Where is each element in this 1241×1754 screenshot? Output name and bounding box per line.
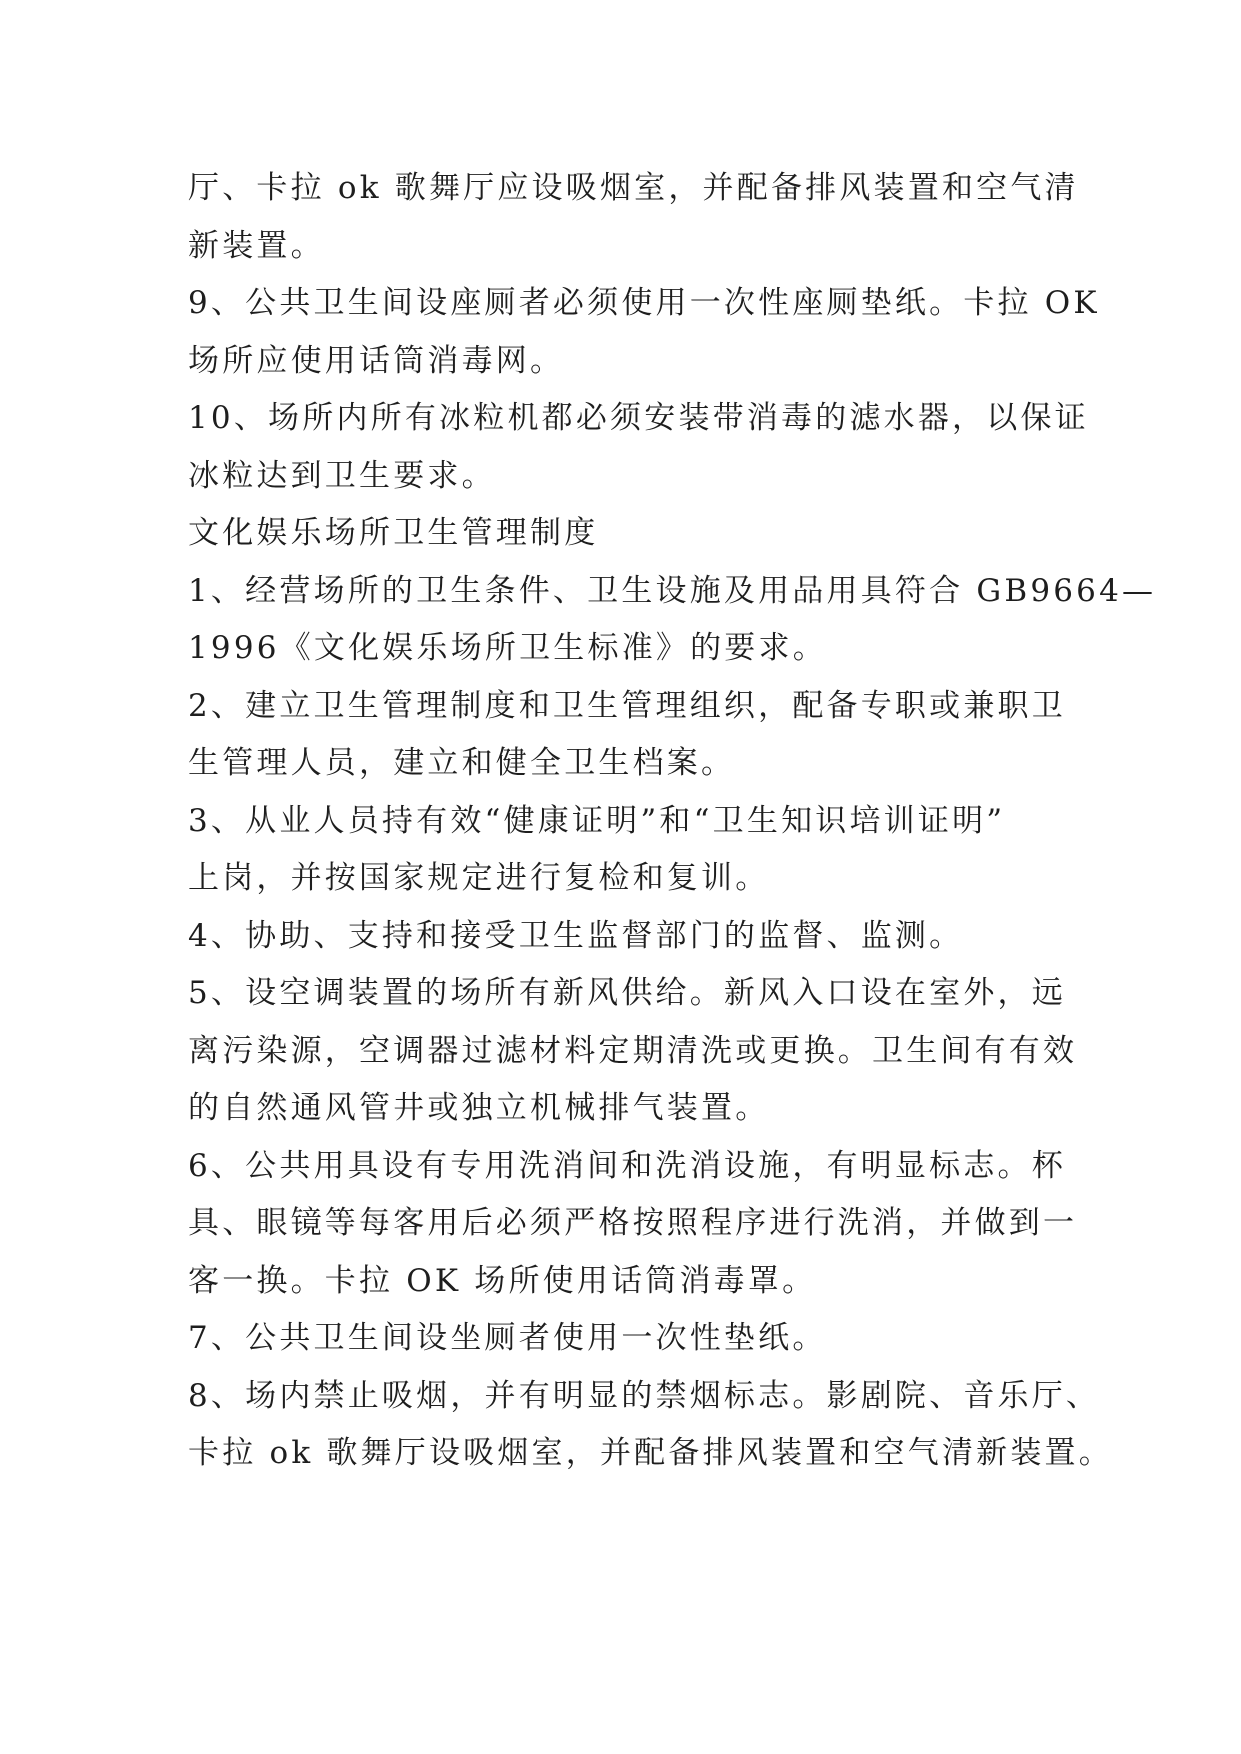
text-line: 5、设空调装置的场所有新风供给。新风入口设在室外，远 [188, 975, 1066, 1011]
text-line: 1、经营场所的卫生条件、卫生设施及用品用具符合 GB9664— [188, 572, 1157, 609]
text-line: 8、场内禁止吸烟，并有明显的禁烟标志。影剧院、音乐厅、 [188, 1377, 1101, 1414]
text-line: 7、公共卫生间设坐厕者使用一次性垫纸。 [188, 1320, 827, 1356]
text-line: 新装置。 [188, 227, 325, 264]
document-body [188, 160, 1157, 1483]
text-line: 的自然通风管井或独立机械排气装置。 [188, 1090, 770, 1126]
text-line: 场所应使用话筒消毒网。 [188, 342, 565, 379]
text-line: 生管理人员，建立和健全卫生档案。 [188, 745, 736, 781]
text-line: 具、眼镜等每客用后必须严格按照程序进行洗消，并做到一 [188, 1205, 1078, 1241]
text-line: 厅、卡拉 ok 歌舞厅应设吸烟室，并配备排风装置和空气清 [188, 170, 1079, 206]
text-line: 4、协助、支持和接受卫生监督部门的监督、监测。 [188, 917, 964, 954]
section-heading: 文化娱乐场所卫生管理制度 [188, 515, 599, 551]
text-line: 3、从业人员持有效“健康证明”和“卫生知识培训证明” [188, 802, 1006, 839]
text-line: 2、建立卫生管理制度和卫生管理组织，配备专职或兼职卫 [188, 687, 1066, 724]
text-line: 冰粒达到卫生要求。 [188, 457, 496, 494]
text-line: 10、场所内所有冰粒机都必须安装带消毒的滤水器，以保证 [188, 400, 1089, 436]
text-line: 9、公共卫生间设座厕者必须使用一次性座厕垫纸。卡拉 OK [188, 285, 1100, 321]
text-line: 离污染源，空调器过滤材料定期清洗或更换。卫生间有有效 [188, 1032, 1078, 1069]
text-line: 卡拉 ok 歌舞厅设吸烟室，并配备排风装置和空气清新装置。 [188, 1435, 1113, 1471]
text-line: 1996《文化娱乐场所卫生标准》的要求。 [188, 630, 827, 666]
text-line: 6、公共用具设有专用洗消间和洗消设施，有明显标志。杯 [188, 1147, 1066, 1184]
text-line: 上岗，并按国家规定进行复检和复训。 [188, 860, 770, 896]
text-line: 客一换。卡拉 OK 场所使用话筒消毒罩。 [188, 1262, 817, 1299]
